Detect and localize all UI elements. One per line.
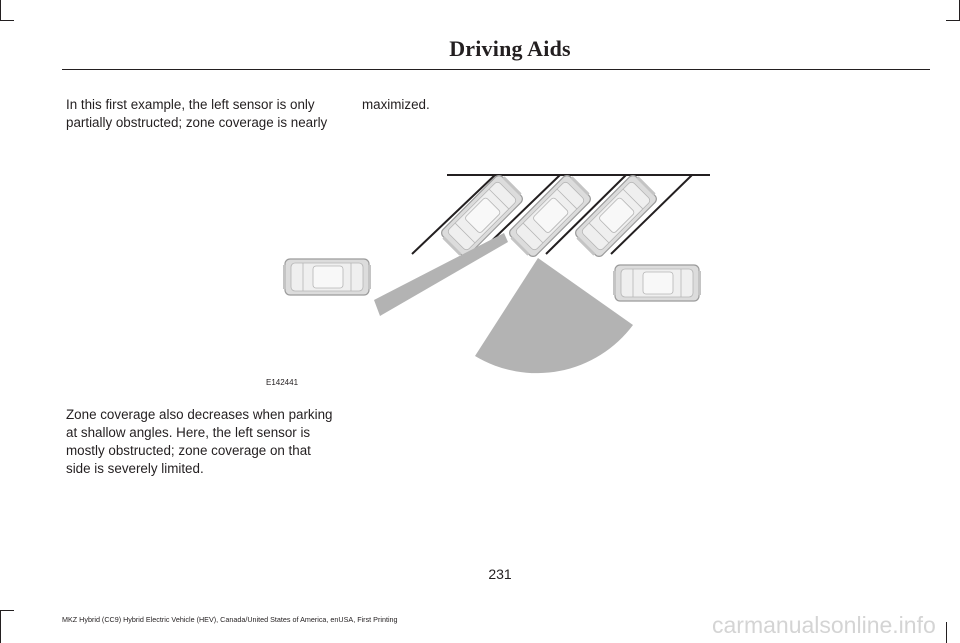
crop-mark-top-left-h [0,20,14,21]
car-right-straight [613,265,701,301]
paragraph-line: side is severely limited. [66,461,204,476]
footer-text: MKZ Hybrid (CC9) Hybrid Electric Vehicle (HEV), Canada/United States of America, enUSA, First Printing [62,615,398,624]
paragraph-line: partially obstructed; zone coverage is nearly [66,115,328,130]
figure-id: E142441 [266,378,299,387]
paragraph-line: Zone coverage also decreases when parking [66,407,333,422]
paragraph-continuation [362,96,430,114]
paragraph-line: mostly obstructed; zone coverage on that [66,443,311,458]
paragraph-line: In this first example, the left sensor is only [66,97,315,112]
sensor-zone-right [475,258,633,373]
paragraph-line: at shallow angles. Here, the left sensor is [66,425,311,440]
page-header-title: Driving Aids [449,36,571,61]
crop-mark-top-right-h [946,20,960,21]
watermark-text[interactable]: carmanualsonline.info [712,612,936,638]
paragraph-shallow-angles [66,406,333,478]
car-left-straight [283,259,371,295]
header-rule [62,69,930,70]
paragraph-line: maximized. [362,97,430,112]
crop-mark-top-left-v [0,0,1,20]
sensor-zone-left-limited [374,233,508,316]
parking-sensor-illustration [270,160,720,380]
paragraph-first-example [66,96,327,132]
page-number: 231 [488,566,512,582]
crop-mark-bottom-left-h [0,610,14,611]
crop-mark-bottom-right-v [946,622,947,643]
crop-mark-bottom-left-v [0,610,1,643]
